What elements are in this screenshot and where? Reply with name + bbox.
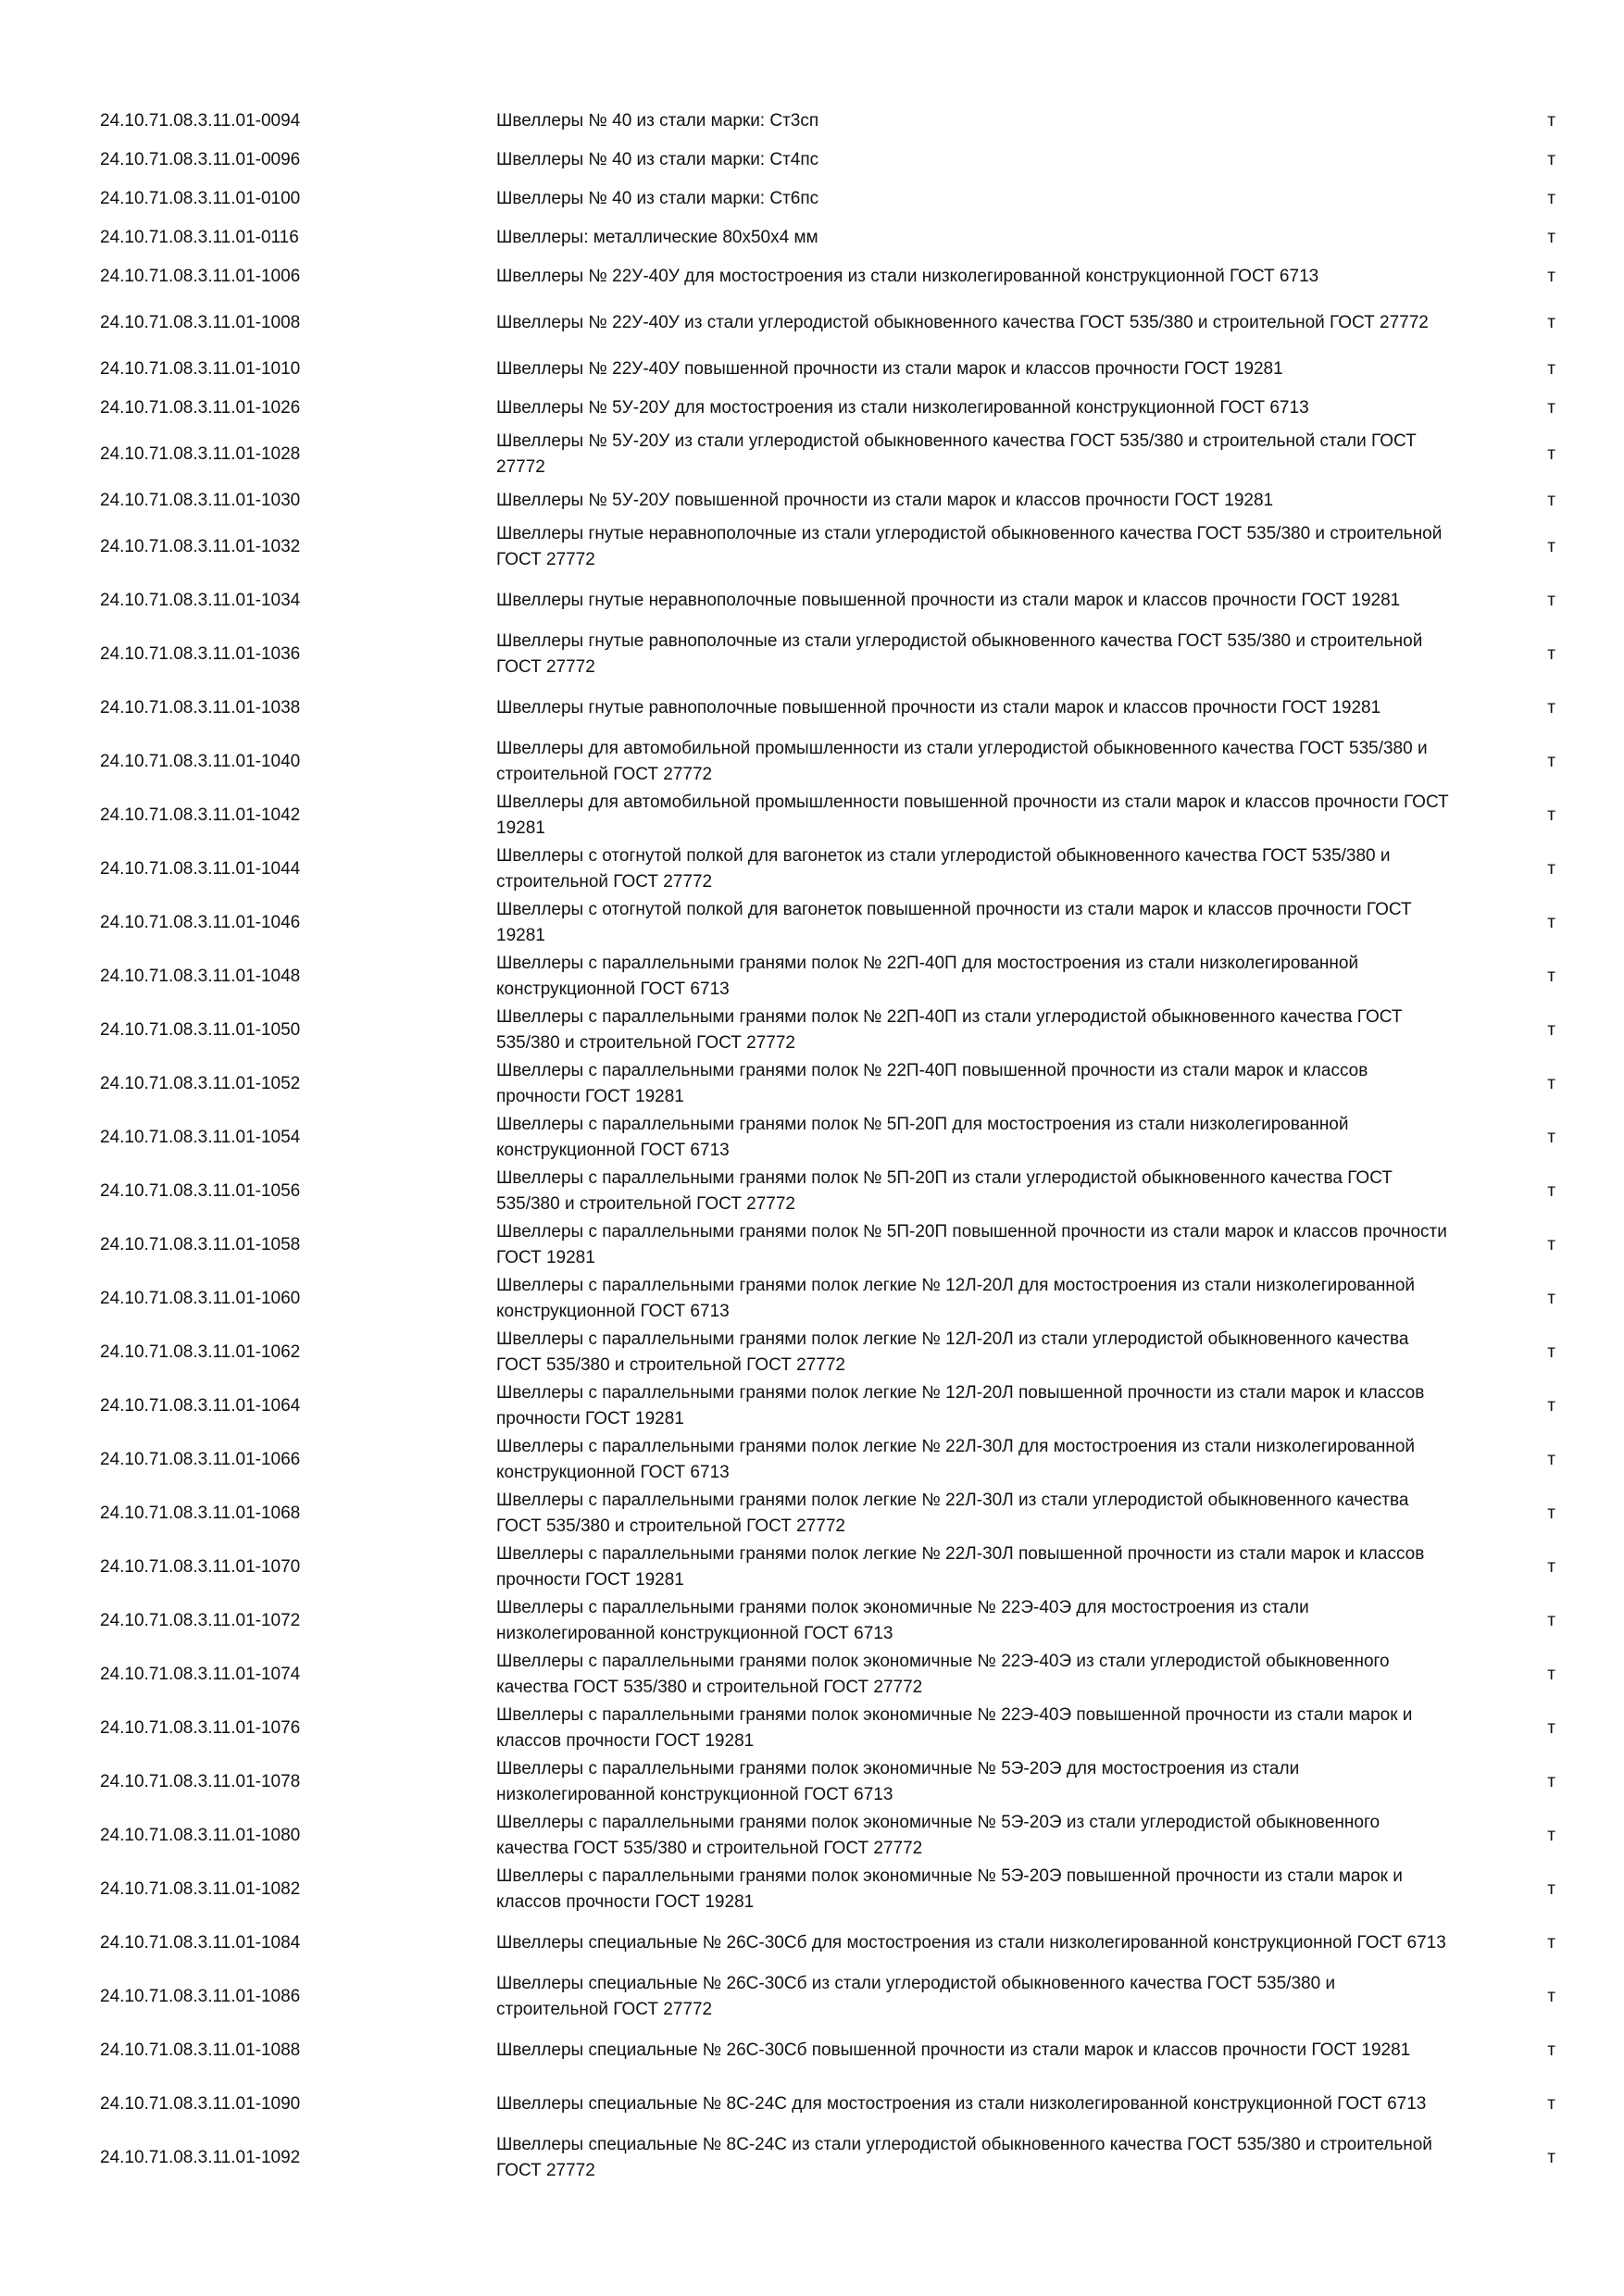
row-name: Швеллеры с параллельными гранями полок экономичные № 5Э-20Э повышенной прочности из стали марок и классов прочности ГОСТ 19281 [496, 1866, 1403, 1912]
row-code: 24.10.71.08.3.11.01-1028 [100, 444, 301, 464]
row-code: 24.10.71.08.3.11.01-1008 [100, 313, 301, 332]
table-row [100, 1916, 1563, 1970]
row-name: Швеллеры для автомобильной промышленности из стали углеродистой обыкновенного качества ГОСТ 535/380 и строительной ГОСТ 27772 [496, 739, 1428, 784]
table-row [100, 257, 1563, 296]
row-name: Швеллеры специальные № 26С-30Сб из стали углеродистой обыкновенного качества ГОСТ 535/380 и строительной ГОСТ 27772 [496, 1974, 1336, 2019]
row-unit: т [1547, 913, 1555, 932]
row-code: 24.10.71.08.3.11.01-1060 [100, 1289, 301, 1308]
row-code: 24.10.71.08.3.11.01-1006 [100, 267, 301, 286]
row-unit: т [1547, 1074, 1555, 1093]
row-name: Швеллеры с параллельными гранями полок экономичные № 5Э-20Э из стали углеродистой обыкновенного качества ГОСТ 535/380 и строительной ГОСТ 27772 [496, 1813, 1380, 1858]
row-name: Швеллеры с параллельными гранями полок экономичные № 22Э-40Э повышенной прочности из стали марок и классов прочности ГОСТ 19281 [496, 1705, 1413, 1751]
row-unit: т [1547, 1128, 1555, 1147]
table-row [100, 180, 1563, 218]
row-name: Швеллеры № 40 из стали марки: Ст6пс [496, 189, 819, 208]
row-name: Швеллеры с параллельными гранями полок легкие № 22Л-30Л для мостостроения из стали низколегированной конструкционной ГОСТ 6713 [496, 1437, 1416, 1482]
row-code: 24.10.71.08.3.11.01-1090 [100, 2094, 301, 2114]
row-name: Швеллеры № 22У-40У из стали углеродистой обыкновенного качества ГОСТ 535/380 и строительной ГОСТ 27772 [496, 313, 1429, 332]
row-code: 24.10.71.08.3.11.01-1044 [100, 859, 301, 879]
row-code: 24.10.71.08.3.11.01-1038 [100, 698, 301, 718]
row-unit: т [1547, 1933, 1555, 1953]
row-code: 24.10.71.08.3.11.01-1054 [100, 1128, 301, 1147]
table-row [100, 2024, 1563, 2078]
table-row [100, 681, 1563, 735]
row-unit: т [1547, 1557, 1555, 1577]
row-unit: т [1547, 537, 1555, 556]
row-name: Швеллеры с параллельными гранями полок № 5П-20П для мостостроения из стали низколегированной конструкционной ГОСТ 6713 [496, 1115, 1349, 1160]
row-code: 24.10.71.08.3.11.01-1040 [100, 752, 301, 771]
table-row [100, 1594, 1563, 1648]
row-code: 24.10.71.08.3.11.01-1084 [100, 1933, 301, 1953]
row-code: 24.10.71.08.3.11.01-1046 [100, 913, 301, 932]
row-name: Швеллеры: металлические 80x50x4 мм [496, 228, 818, 247]
row-code: 24.10.71.08.3.11.01-1042 [100, 805, 301, 825]
row-code: 24.10.71.08.3.11.01-1030 [100, 491, 301, 510]
table-row [100, 735, 1563, 789]
row-unit: т [1547, 359, 1555, 379]
row-unit: т [1547, 267, 1555, 286]
row-unit: т [1547, 1235, 1555, 1254]
table-row [100, 1970, 1563, 2024]
row-unit: т [1547, 1020, 1555, 1040]
row-unit: т [1547, 1987, 1555, 2006]
row-unit: т [1547, 967, 1555, 986]
row-unit: т [1547, 2040, 1555, 2060]
table-row [100, 1272, 1563, 1326]
row-code: 24.10.71.08.3.11.01-1062 [100, 1342, 301, 1362]
row-name: Швеллеры гнутые равнополочные повышенной прочности из стали марок и классов прочности ГОСТ 19281 [496, 698, 1381, 718]
table-row [100, 1379, 1563, 1433]
row-name: Швеллеры № 5У-20У для мостостроения из стали низколегированной конструкционной ГОСТ 6713 [496, 398, 1309, 418]
row-code: 24.10.71.08.3.11.01-1080 [100, 1826, 301, 1845]
row-unit: т [1547, 859, 1555, 879]
row-name: Швеллеры с параллельными гранями полок экономичные № 5Э-20Э для мостостроения из стали низколегированной конструкционной ГОСТ 6713 [496, 1759, 1300, 1804]
table-row [100, 1541, 1563, 1594]
row-code: 24.10.71.08.3.11.01-1068 [100, 1504, 301, 1523]
table-row [100, 1165, 1563, 1218]
row-code: 24.10.71.08.3.11.01-1078 [100, 1772, 301, 1791]
row-name: Швеллеры № 5У-20У из стали углеродистой обыкновенного качества ГОСТ 535/380 и строительной стали ГОСТ 27772 [496, 431, 1417, 477]
row-code: 24.10.71.08.3.11.01-1072 [100, 1611, 301, 1630]
row-unit: т [1547, 752, 1555, 771]
row-name: Швеллеры № 5У-20У повышенной прочности из стали марок и классов прочности ГОСТ 19281 [496, 491, 1274, 510]
row-name: Швеллеры гнутые неравнополочные из стали углеродистой обыкновенного качества ГОСТ 535/380 и строительной ГОСТ 27772 [496, 524, 1443, 569]
table-row [100, 1863, 1563, 1916]
row-code: 24.10.71.08.3.11.01-0100 [100, 189, 301, 208]
row-code: 24.10.71.08.3.11.01-1010 [100, 359, 301, 379]
row-unit: т [1547, 2148, 1555, 2167]
row-name: Швеллеры специальные № 26С-30Сб для мостостроения из стали низколегированной конструкционной ГОСТ 6713 [496, 1933, 1446, 1953]
table-row [100, 102, 1563, 141]
price-list-table [100, 102, 1563, 2185]
table-row [100, 1057, 1563, 1111]
row-code: 24.10.71.08.3.11.01-0116 [100, 228, 299, 247]
row-name: Швеллеры с параллельными гранями полок № 22П-40П из стали углеродистой обыкновенного качества ГОСТ 535/380 и строительной ГОСТ 27772 [496, 1007, 1403, 1053]
row-code: 24.10.71.08.3.11.01-0096 [100, 150, 301, 169]
table-row [100, 428, 1563, 481]
table-row [100, 842, 1563, 896]
row-code: 24.10.71.08.3.11.01-1032 [100, 537, 301, 556]
row-code: 24.10.71.08.3.11.01-1050 [100, 1020, 301, 1040]
row-name: Швеллеры для автомобильной промышленности повышенной прочности из стали марок и классов прочности ГОСТ 19281 [496, 792, 1449, 838]
row-unit: т [1547, 1879, 1555, 1899]
row-unit: т [1547, 1611, 1555, 1630]
table-row [100, 1433, 1563, 1487]
row-name: Швеллеры с параллельными гранями полок легкие № 22Л-30Л из стали углеродистой обыкновенного качества ГОСТ 535/380 и строительной ГОСТ 27772 [496, 1491, 1409, 1536]
row-code: 24.10.71.08.3.11.01-0094 [100, 111, 301, 131]
row-unit: т [1547, 150, 1555, 169]
row-name: Швеллеры с параллельными гранями полок экономичные № 22Э-40Э из стали углеродистой обыкновенного качества ГОСТ 535/380 и строительной ГОСТ 27772 [496, 1652, 1390, 1697]
row-unit: т [1547, 1450, 1555, 1469]
row-code: 24.10.71.08.3.11.01-1052 [100, 1074, 301, 1093]
row-unit: т [1547, 444, 1555, 464]
row-code: 24.10.71.08.3.11.01-1082 [100, 1879, 301, 1899]
row-code: 24.10.71.08.3.11.01-1086 [100, 1987, 301, 2006]
table-row [100, 1004, 1563, 1057]
row-code: 24.10.71.08.3.11.01-1066 [100, 1450, 301, 1469]
table-row [100, 296, 1563, 350]
row-unit: т [1547, 644, 1555, 664]
table-row [100, 789, 1563, 842]
row-unit: т [1547, 1396, 1555, 1416]
row-name: Швеллеры № 22У-40У для мостостроения из стали низколегированной конструкционной ГОСТ 6713 [496, 267, 1319, 286]
row-unit: т [1547, 1826, 1555, 1845]
table-row [100, 950, 1563, 1004]
table-row [100, 520, 1563, 574]
row-name: Швеллеры специальные № 8С-24С для мостостроения из стали низколегированной конструкционной ГОСТ 6713 [496, 2094, 1427, 2114]
table-row [100, 1755, 1563, 1809]
row-code: 24.10.71.08.3.11.01-1064 [100, 1396, 301, 1416]
row-unit: т [1547, 111, 1555, 131]
row-name: Швеллеры специальные № 8С-24С из стали углеродистой обыкновенного качества ГОСТ 535/380 и строительной ГОСТ 27772 [496, 2135, 1432, 2180]
table-row [100, 896, 1563, 950]
table-row [100, 1809, 1563, 1863]
row-unit: т [1547, 1504, 1555, 1523]
row-code: 24.10.71.08.3.11.01-1048 [100, 967, 301, 986]
row-unit: т [1547, 1181, 1555, 1201]
row-unit: т [1547, 1665, 1555, 1684]
row-name: Швеллеры с параллельными гранями полок легкие № 12Л-20Л из стали углеродистой обыкновенного качества ГОСТ 535/380 и строительной ГОСТ 27772 [496, 1329, 1409, 1375]
row-code: 24.10.71.08.3.11.01-1074 [100, 1665, 301, 1684]
row-name: Швеллеры с параллельными гранями полок № 22П-40П для мостостроения из стали низколегированной конструкционной ГОСТ 6713 [496, 954, 1359, 999]
row-name: Швеллеры с параллельными гранями полок № 22П-40П повышенной прочности из стали марок и классов прочности ГОСТ 19281 [496, 1061, 1368, 1106]
row-unit: т [1547, 2094, 1555, 2114]
row-name: Швеллеры специальные № 26С-30Сб повышенной прочности из стали марок и классов прочности ГОСТ 19281 [496, 2040, 1411, 2060]
table-row [100, 1648, 1563, 1702]
row-name: Швеллеры с параллельными гранями полок легкие № 22Л-30Л повышенной прочности из стали марок и классов прочности ГОСТ 19281 [496, 1544, 1425, 1590]
row-unit: т [1547, 1718, 1555, 1738]
row-code: 24.10.71.08.3.11.01-1058 [100, 1235, 301, 1254]
table-row [100, 1702, 1563, 1755]
row-name: Швеллеры гнутые неравнополочные повышенной прочности из стали марок и классов прочности ГОСТ 19281 [496, 591, 1401, 610]
row-code: 24.10.71.08.3.11.01-1076 [100, 1718, 301, 1738]
row-unit: т [1547, 1289, 1555, 1308]
row-name: Швеллеры с параллельными гранями полок экономичные № 22Э-40Э для мостостроения из стали низколегированной конструкционной ГОСТ 6713 [496, 1598, 1309, 1643]
row-name: Швеллеры гнутые равнополочные из стали углеродистой обыкновенного качества ГОСТ 535/380 и строительной ГОСТ 27772 [496, 631, 1423, 677]
row-name: Швеллеры № 22У-40У повышенной прочности из стали марок и классов прочности ГОСТ 19281 [496, 359, 1283, 379]
row-unit: т [1547, 805, 1555, 825]
table-row [100, 2078, 1563, 2131]
row-unit: т [1547, 228, 1555, 247]
row-unit: т [1547, 1772, 1555, 1791]
table-row [100, 1487, 1563, 1541]
row-name: Швеллеры с параллельными гранями полок легкие № 12Л-20Л для мостостроения из стали низколегированной конструкционной ГОСТ 6713 [496, 1276, 1416, 1321]
table-row [100, 1218, 1563, 1272]
row-code: 24.10.71.08.3.11.01-1036 [100, 644, 301, 664]
row-unit: т [1547, 591, 1555, 610]
table-row [100, 481, 1563, 520]
row-unit: т [1547, 698, 1555, 718]
row-code: 24.10.71.08.3.11.01-1092 [100, 2148, 301, 2167]
row-code: 24.10.71.08.3.11.01-1056 [100, 1181, 301, 1201]
row-name: Швеллеры с отогнутой полкой для вагонеток повышенной прочности из стали марок и классов прочности ГОСТ 19281 [496, 900, 1412, 945]
row-name: Швеллеры № 40 из стали марки: Ст4пс [496, 150, 819, 169]
row-code: 24.10.71.08.3.11.01-1026 [100, 398, 301, 418]
row-unit: т [1547, 491, 1555, 510]
row-unit: т [1547, 189, 1555, 208]
row-name: Швеллеры с параллельными гранями полок № 5П-20П из стали углеродистой обыкновенного качества ГОСТ 535/380 и строительной ГОСТ 27772 [496, 1168, 1393, 1214]
table-row [100, 2131, 1563, 2185]
row-code: 24.10.71.08.3.11.01-1034 [100, 591, 301, 610]
table-row [100, 141, 1563, 180]
row-name: Швеллеры с отогнутой полкой для вагонеток из стали углеродистой обыкновенного качества ГОСТ 535/380 и строительной ГОСТ 27772 [496, 846, 1391, 892]
table-row [100, 218, 1563, 257]
row-name: Швеллеры с параллельными гранями полок легкие № 12Л-20Л повышенной прочности из стали марок и классов прочности ГОСТ 19281 [496, 1383, 1425, 1429]
table-row [100, 628, 1563, 681]
row-name: Швеллеры с параллельными гранями полок № 5П-20П повышенной прочности из стали марок и классов прочности ГОСТ 19281 [496, 1222, 1447, 1267]
table-row [100, 389, 1563, 428]
row-code: 24.10.71.08.3.11.01-1070 [100, 1557, 301, 1577]
row-name: Швеллеры № 40 из стали марки: Ст3сп [496, 111, 819, 131]
row-unit: т [1547, 313, 1555, 332]
table-row [100, 1111, 1563, 1165]
table-row [100, 1326, 1563, 1379]
row-unit: т [1547, 398, 1555, 418]
row-code: 24.10.71.08.3.11.01-1088 [100, 2040, 301, 2060]
table-row [100, 574, 1563, 628]
row-unit: т [1547, 1342, 1555, 1362]
table-row [100, 350, 1563, 389]
